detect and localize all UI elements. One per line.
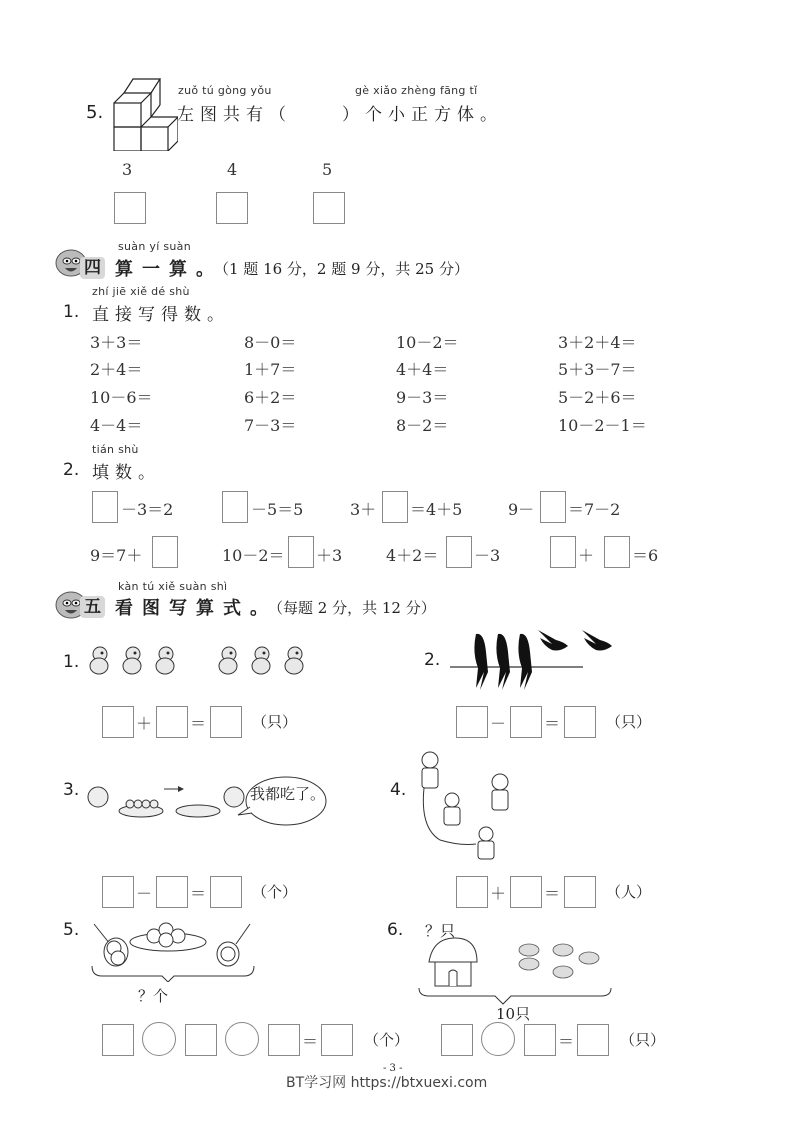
s5p4-number: 4. — [390, 780, 407, 800]
section4-header — [86, 255, 469, 281]
brace-label: ？个 — [138, 987, 169, 1005]
answer-box[interactable] — [604, 536, 630, 568]
equals-sign: ＝ — [558, 1032, 575, 1051]
s5p6-number: 6. — [387, 920, 404, 940]
equation: 10－2＝ — [396, 333, 459, 352]
answer-box[interactable] — [564, 876, 596, 908]
equation: 2＋4＝ — [90, 360, 143, 379]
q5-option-checkbox[interactable] — [313, 192, 345, 224]
s5p3-number: 3. — [63, 780, 80, 800]
equals-sign: ＝ — [190, 714, 207, 733]
equation-part: －5＝5 — [251, 500, 304, 519]
equation-part: 10－2＝ — [222, 546, 285, 565]
s4q2-title: 填数。 — [92, 463, 161, 483]
answer-box[interactable] — [456, 876, 488, 908]
s5p5-number: 5. — [63, 920, 80, 940]
equation-part: 3＋ — [350, 500, 377, 519]
q5-option-checkbox[interactable] — [114, 192, 146, 224]
s5p2-number: 2. — [424, 650, 441, 670]
equation: 3＋3＝ — [90, 333, 143, 352]
answer-box[interactable] — [577, 1024, 609, 1056]
speech-text: 我都吃了。 — [250, 785, 326, 803]
chicks-illustration — [86, 642, 311, 680]
tangyuan-spoons-illustration — [88, 920, 258, 982]
mushroom-house-rabbits-illustration — [415, 934, 615, 1006]
s5p1-number: 1. — [63, 652, 80, 672]
q5-number: 5. — [86, 102, 104, 123]
section5-number: 五 — [80, 596, 105, 618]
q5-option-label: 5 — [322, 160, 333, 179]
section5-title-dot: 。 — [250, 598, 268, 619]
unit-label: （只） — [620, 1031, 666, 1049]
equation: 4－4＝ — [90, 416, 143, 435]
equation: 7－3＝ — [244, 416, 297, 435]
equation-part: －3 — [474, 546, 501, 565]
answer-box[interactable] — [550, 536, 576, 568]
equation: 3＋2＋4＝ — [558, 333, 637, 352]
equation-part: ＋ — [578, 546, 595, 565]
answer-box[interactable] — [382, 491, 408, 523]
section4-score: （1 题 16 分，2 题 9 分，共 25 分） — [214, 259, 469, 278]
answer-box[interactable] — [102, 706, 134, 738]
children-jumping-rope-illustration — [410, 748, 540, 866]
operator: － — [490, 714, 507, 733]
answer-box[interactable] — [456, 706, 488, 738]
boy-eating-illustration — [86, 775, 246, 825]
section4-pinyin: suàn yí suàn — [118, 240, 191, 253]
s4q1-pinyin: zhí jiē xiě dé shù — [92, 285, 190, 298]
operator: ＋ — [490, 884, 507, 903]
section5-score: （每题 2 分，共 12 分） — [268, 598, 436, 617]
operator-circle[interactable] — [142, 1022, 176, 1056]
operator-circle[interactable] — [225, 1022, 259, 1056]
unit-label: （只） — [252, 713, 298, 731]
equation: 1＋7＝ — [244, 360, 297, 379]
q5-text-left: 左图共有（ — [177, 105, 292, 125]
top-label: ？只 — [425, 922, 456, 940]
equation-part: 9－ — [508, 500, 535, 519]
equation: 10－2－1＝ — [558, 416, 647, 435]
answer-box[interactable] — [92, 491, 118, 523]
equation: 4＋4＝ — [396, 360, 449, 379]
equation: 5＋3－7＝ — [558, 360, 637, 379]
s4q2-pinyin: tián shù — [92, 443, 139, 456]
equation-part: ＝6 — [632, 546, 659, 565]
s4q1-title: 直接写得数。 — [92, 305, 230, 325]
answer-box[interactable] — [540, 491, 566, 523]
equals-sign: ＝ — [190, 884, 207, 903]
answer-box[interactable] — [156, 876, 188, 908]
s4q2-number: 2. — [63, 460, 80, 480]
answer-box[interactable] — [510, 876, 542, 908]
equals-sign: ＝ — [544, 714, 561, 733]
answer-box[interactable] — [446, 536, 472, 568]
answer-box[interactable] — [222, 491, 248, 523]
answer-box[interactable] — [268, 1024, 300, 1056]
page-number: - 3 - — [383, 1063, 403, 1074]
brace-label: 10只 — [496, 1005, 531, 1023]
operator-circle[interactable] — [481, 1022, 515, 1056]
watermark: BT学习网 https://btxuexi.com — [286, 1075, 488, 1091]
equation: 10－6＝ — [90, 388, 153, 407]
answer-box[interactable] — [321, 1024, 353, 1056]
unit-label: （人） — [606, 883, 652, 901]
answer-box[interactable] — [156, 706, 188, 738]
equation-part: 4＋2＝ — [386, 546, 439, 565]
q5-pinyin-left: zuǒ tú gòng yǒu — [178, 84, 272, 97]
q5-option-label: 4 — [227, 160, 238, 179]
section5-header — [86, 594, 436, 620]
answer-box[interactable] — [288, 536, 314, 568]
unit-label: （个） — [364, 1031, 410, 1049]
q5-option-checkbox[interactable] — [216, 192, 248, 224]
answer-box[interactable] — [185, 1024, 217, 1056]
equals-sign: ＝ — [302, 1032, 319, 1051]
equation: 5－2＋6＝ — [558, 388, 637, 407]
answer-box[interactable] — [441, 1024, 473, 1056]
equation: 8－2＝ — [396, 416, 449, 435]
equation-part: －3＝2 — [121, 500, 174, 519]
s4q1-number: 1. — [63, 302, 80, 322]
equation: 9－3＝ — [396, 388, 449, 407]
section4-number: 四 — [80, 257, 105, 279]
equation-part: ＝7－2 — [568, 500, 621, 519]
answer-box[interactable] — [564, 706, 596, 738]
equation: 8－0＝ — [244, 333, 297, 352]
section5-title: 看图写算式 — [115, 598, 250, 619]
answer-box[interactable] — [524, 1024, 556, 1056]
operator: ＋ — [136, 714, 153, 733]
equation-part: ＋3 — [316, 546, 343, 565]
answer-box[interactable] — [102, 1024, 134, 1056]
section5-pinyin: kàn tú xiě suàn shì — [118, 580, 228, 593]
q5-option-label: 3 — [122, 160, 133, 179]
swallows-illustration — [448, 622, 638, 692]
cube-stack-figure — [112, 75, 178, 151]
operator: － — [136, 884, 153, 903]
q5-pinyin-right: gè xiǎo zhèng fāng tǐ — [355, 84, 478, 97]
section4-title: 算一算 — [115, 259, 196, 280]
equation: 6＋2＝ — [244, 388, 297, 407]
unit-label: （只） — [606, 713, 652, 731]
section4-title-dot: 。 — [196, 259, 214, 280]
equals-sign: ＝ — [544, 884, 561, 903]
unit-label: （个） — [252, 883, 298, 901]
equation-part: 9＝7＋ — [90, 546, 143, 565]
answer-box[interactable] — [102, 876, 134, 908]
q5-answer-blank[interactable] — [290, 100, 345, 122]
answer-box[interactable] — [510, 706, 542, 738]
q5-text-right: ）个小正方体。 — [342, 105, 503, 125]
answer-box[interactable] — [210, 706, 242, 738]
equation-part: ＝4＋5 — [410, 500, 463, 519]
answer-box[interactable] — [152, 536, 178, 568]
answer-box[interactable] — [210, 876, 242, 908]
